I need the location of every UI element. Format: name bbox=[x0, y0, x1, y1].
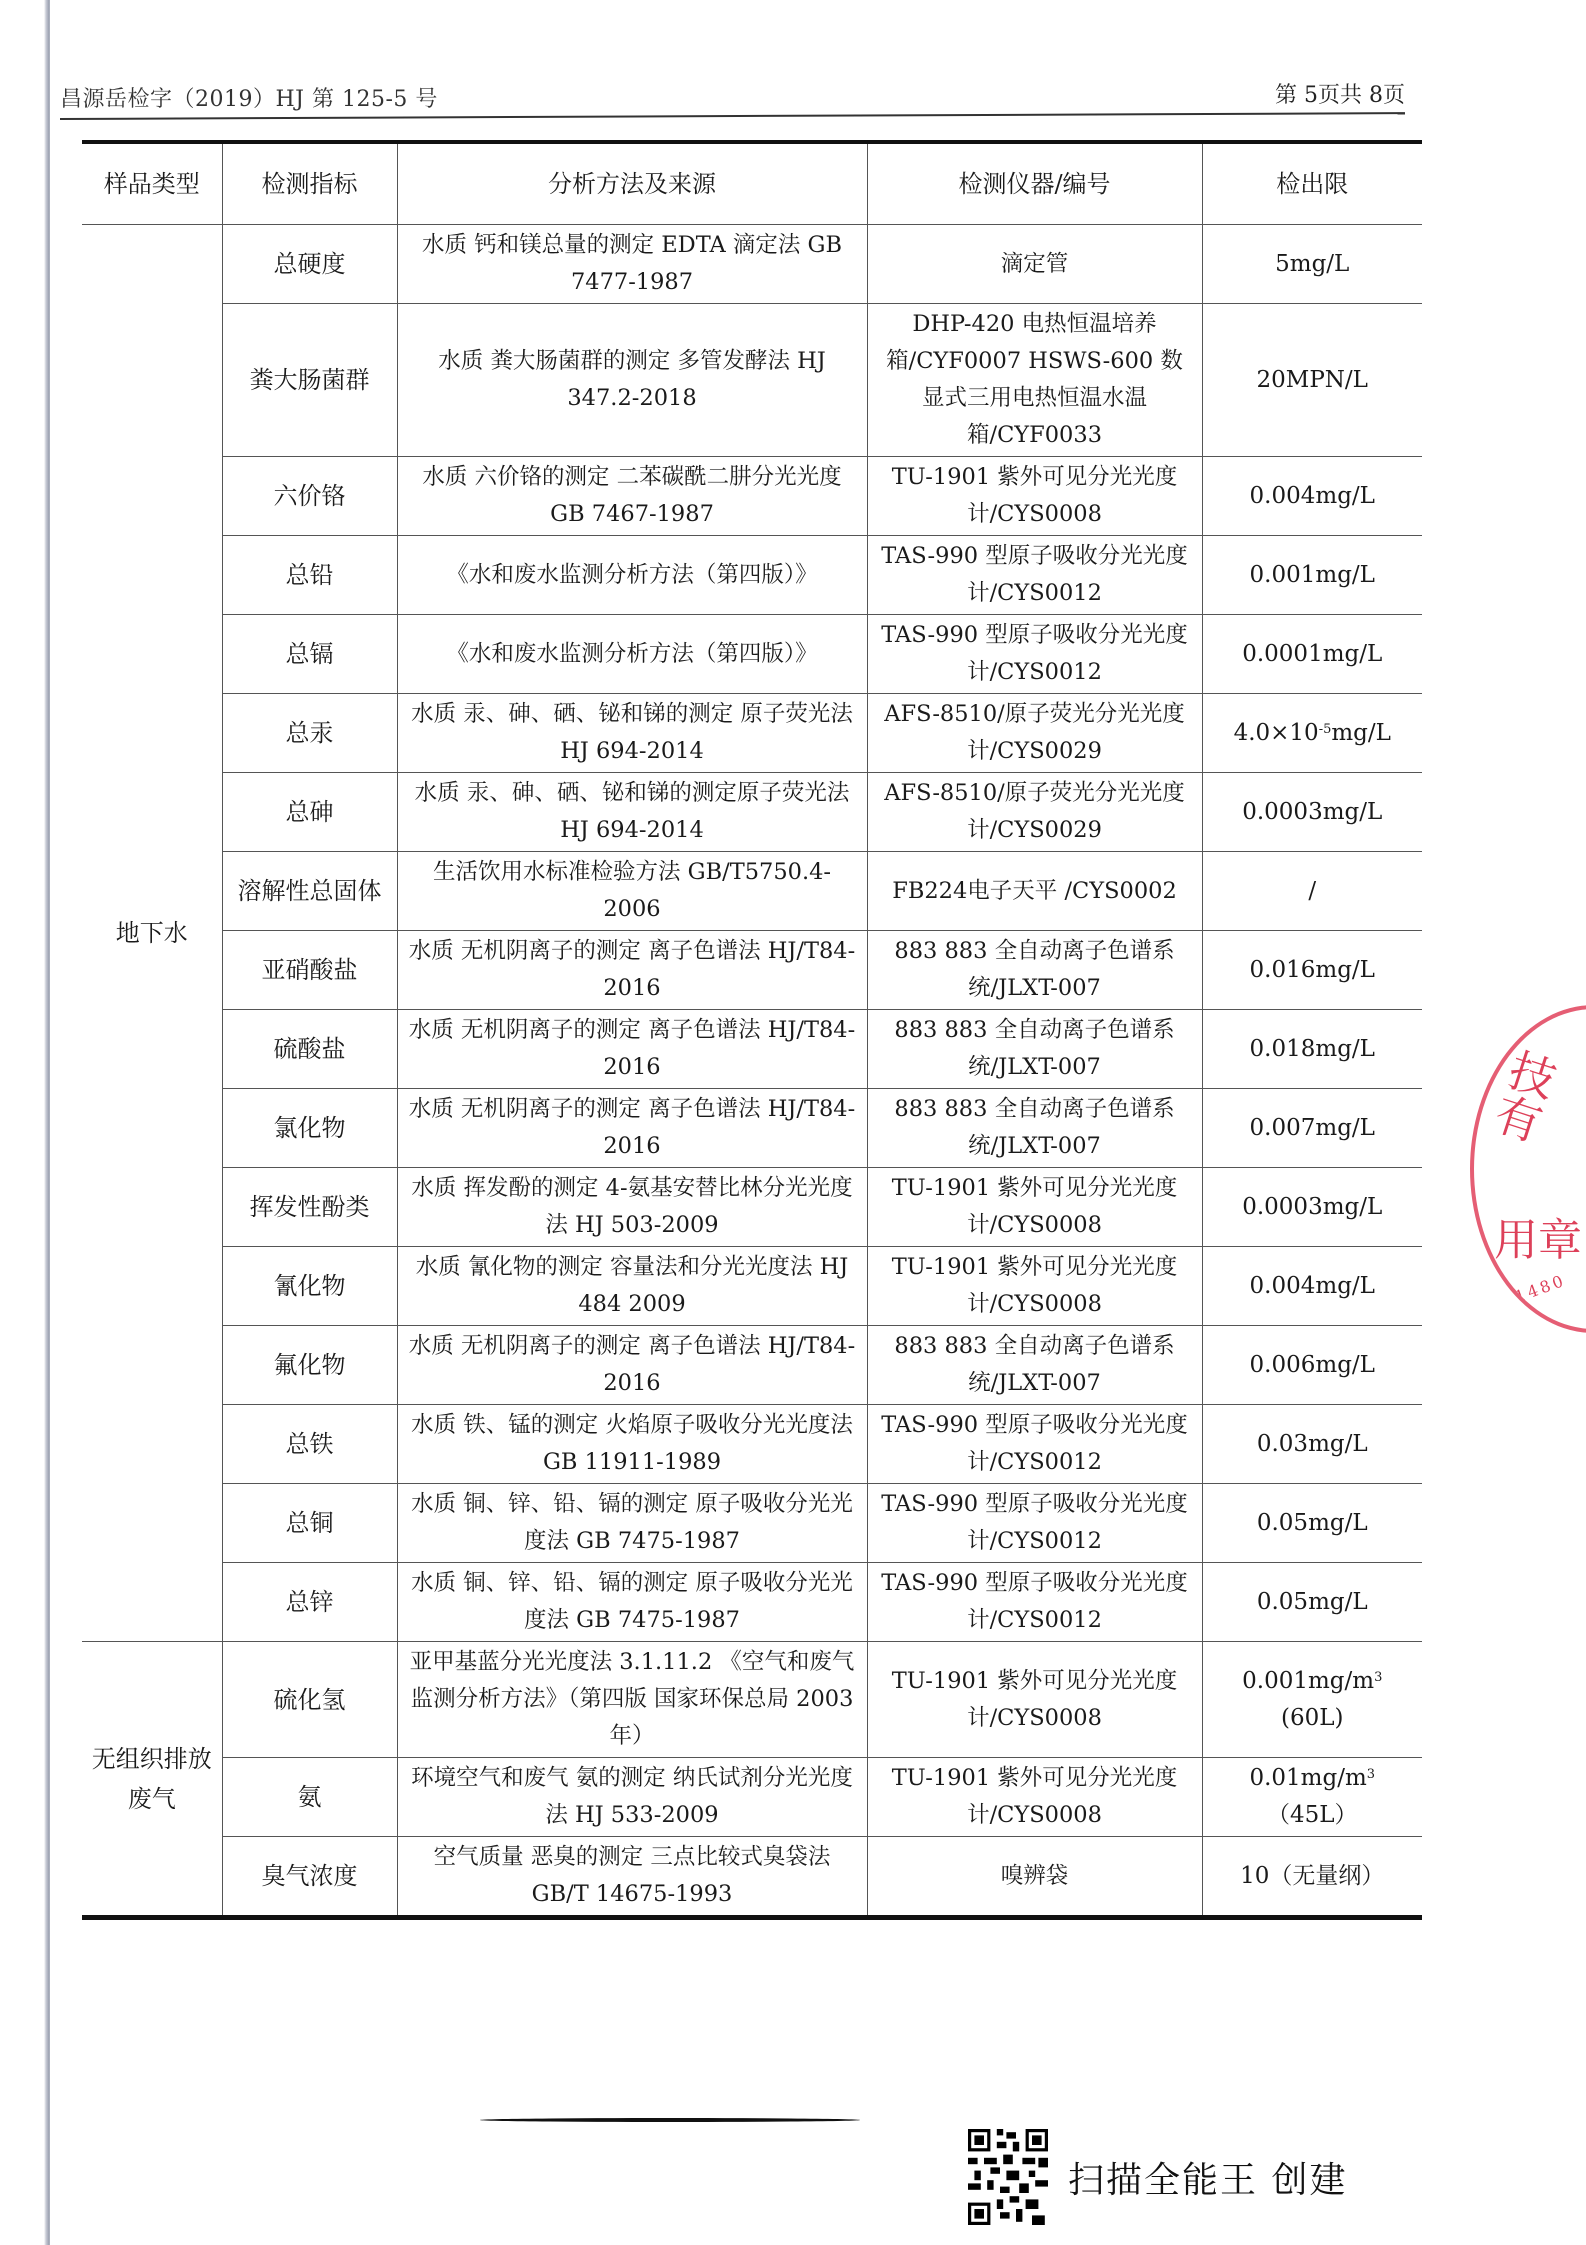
limit-value: 5mg/L bbox=[1275, 250, 1350, 277]
table-row bbox=[82, 1484, 1422, 1563]
method-cell: 水质 氰化物的测定 容量法和分光光度法 HJ 484 2009 bbox=[397, 1247, 867, 1326]
detection-limit-cell bbox=[1202, 1563, 1422, 1642]
detection-limit-cell bbox=[1202, 457, 1422, 536]
detection-limit-cell bbox=[1202, 931, 1422, 1010]
limit-superscript: 3 bbox=[1374, 1669, 1383, 1685]
limit-value: 10（无量纲） bbox=[1240, 1862, 1385, 1889]
test-item-cell: 总汞 bbox=[222, 694, 397, 773]
limit-value: / bbox=[1308, 877, 1317, 904]
instrument-cell: 嗅辨袋 bbox=[867, 1837, 1202, 1918]
limit-value: 0.018mg/L bbox=[1249, 1035, 1375, 1062]
limit-value: 0.03mg/L bbox=[1256, 1430, 1368, 1457]
table-row bbox=[82, 694, 1422, 773]
test-item-cell: 总锌 bbox=[222, 1563, 397, 1642]
instrument-cell: TU-1901 紫外可见分光光度计/CYS0008 bbox=[867, 1247, 1202, 1326]
test-item-cell: 粪大肠菌群 bbox=[222, 304, 397, 457]
limit-superscript: 3 bbox=[1366, 1767, 1376, 1782]
test-item-cell: 六价铬 bbox=[222, 457, 397, 536]
scan-edge-shadow bbox=[0, 0, 50, 2245]
test-item-cell: 总铜 bbox=[222, 1484, 397, 1563]
table-row bbox=[82, 1758, 1422, 1837]
method-cell: 水质 六价铬的测定 二苯碳酰二肼分光光度 GB 7467-1987 bbox=[397, 457, 867, 536]
stamp-text-top: 技有 bbox=[1483, 1042, 1563, 1148]
table-row bbox=[82, 1247, 1422, 1326]
document-number: 昌源岳检字（2019）HJ 第 125-5 号 bbox=[60, 87, 438, 112]
limit-unit: mg/L bbox=[1331, 719, 1391, 746]
detection-limit-cell bbox=[1202, 615, 1422, 694]
table-row bbox=[82, 1168, 1422, 1247]
instrument-cell: TAS-990 型原子吸收分光光度计/CYS0012 bbox=[867, 536, 1202, 615]
detection-limit-cell bbox=[1202, 1758, 1422, 1837]
col-header-limit: 检出限 bbox=[1202, 142, 1422, 225]
method-cell: 水质 铜、锌、铅、镉的测定 原子吸收分光光度法 GB 7475-1987 bbox=[397, 1563, 867, 1642]
test-item-cell: 臭气浓度 bbox=[222, 1837, 397, 1918]
page-number: 第 5页共 8页 bbox=[1275, 83, 1405, 108]
instrument-cell: 883 883 全自动离子色谱系统/JLXT-007 bbox=[867, 1010, 1202, 1089]
method-cell: 水质 挥发酚的测定 4-氨基安替比林分光光度法 HJ 503-2009 bbox=[397, 1168, 867, 1247]
limit-value: 0.01mg/m bbox=[1249, 1765, 1367, 1791]
instrument-cell: TU-1901 紫外可见分光光度计/CYS0008 bbox=[867, 1168, 1202, 1247]
detection-limit-cell bbox=[1202, 225, 1422, 304]
test-item-cell: 硫化氢 bbox=[222, 1642, 397, 1758]
limit-note: (60L) bbox=[1281, 1704, 1344, 1731]
test-item-cell: 氰化物 bbox=[222, 1247, 397, 1326]
stamp-number: 1480 bbox=[1512, 1270, 1569, 1307]
detection-limit-cell bbox=[1202, 1089, 1422, 1168]
table-row bbox=[82, 225, 1422, 304]
instrument-cell: 滴定管 bbox=[867, 225, 1202, 304]
detection-limit-cell bbox=[1202, 852, 1422, 931]
instrument-cell: TU-1901 紫外可见分光光度计/CYS0008 bbox=[867, 1758, 1202, 1837]
test-item-cell: 挥发性酚类 bbox=[222, 1168, 397, 1247]
col-header-item: 检测指标 bbox=[222, 142, 397, 225]
page-header bbox=[60, 72, 1405, 120]
limit-value: 0.0001mg/L bbox=[1242, 640, 1383, 667]
instrument-cell: TU-1901 紫外可见分光光度计/CYS0008 bbox=[867, 457, 1202, 536]
limit-value: 0.016mg/L bbox=[1249, 956, 1375, 983]
test-item-cell: 氯化物 bbox=[222, 1089, 397, 1168]
limit-value: 20MPN/L bbox=[1256, 366, 1368, 393]
detection-limit-cell bbox=[1202, 694, 1422, 773]
limit-value: 0.0003mg/L bbox=[1242, 1193, 1383, 1220]
instrument-cell: 883 883 全自动离子色谱系统/JLXT-007 bbox=[867, 931, 1202, 1010]
col-header-sample-type: 样品类型 bbox=[82, 142, 222, 225]
instrument-cell: TAS-990 型原子吸收分光光度计/CYS0012 bbox=[867, 1563, 1202, 1642]
limit-value: 0.0003mg/L bbox=[1242, 798, 1383, 825]
method-cell: 环境空气和废气 氨的测定 纳氏试剂分光光度法 HJ 533-2009 bbox=[397, 1758, 867, 1837]
table-row bbox=[82, 1405, 1422, 1484]
instrument-cell: 883 883 全自动离子色谱系统/JLXT-007 bbox=[867, 1089, 1202, 1168]
method-cell: 水质 汞、砷、硒、铋和锑的测定 原子荧光法 HJ 694-2014 bbox=[397, 694, 867, 773]
table-row bbox=[82, 1837, 1422, 1918]
instrument-cell: TAS-990 型原子吸收分光光度计/CYS0012 bbox=[867, 1484, 1202, 1563]
test-item-cell: 总镉 bbox=[222, 615, 397, 694]
test-item-cell: 总砷 bbox=[222, 773, 397, 852]
instrument-cell: TAS-990 型原子吸收分光光度计/CYS0012 bbox=[867, 615, 1202, 694]
test-item-cell: 总硬度 bbox=[222, 225, 397, 304]
table-row bbox=[82, 304, 1422, 457]
method-cell: 水质 无机阴离子的测定 离子色谱法 HJ/T84-2016 bbox=[397, 1089, 867, 1168]
method-cell: 水质 无机阴离子的测定 离子色谱法 HJ/T84-2016 bbox=[397, 931, 867, 1010]
table-row bbox=[82, 1563, 1422, 1642]
table-header-row bbox=[82, 142, 1422, 225]
detection-limit-cell bbox=[1202, 536, 1422, 615]
method-cell: 水质 粪大肠菌群的测定 多管发酵法 HJ 347.2-2018 bbox=[397, 304, 867, 457]
col-header-instrument: 检测仪器/编号 bbox=[867, 142, 1202, 225]
limit-note: （45L） bbox=[1266, 1802, 1358, 1828]
table-row bbox=[82, 1010, 1422, 1089]
sample-type-cell: 无组织排放废气 bbox=[82, 1642, 222, 1918]
bottom-decorative-rule bbox=[480, 2118, 860, 2122]
test-item-cell: 氨 bbox=[222, 1758, 397, 1837]
col-header-method: 分析方法及来源 bbox=[397, 142, 867, 225]
method-cell: 《水和废水监测分析方法（第四版）》 bbox=[397, 536, 867, 615]
table-row bbox=[82, 615, 1422, 694]
instrument-cell: TAS-990 型原子吸收分光光度计/CYS0012 bbox=[867, 1405, 1202, 1484]
detection-limit-cell bbox=[1202, 773, 1422, 852]
limit-value: 0.004mg/L bbox=[1249, 1272, 1375, 1299]
table-row bbox=[82, 1642, 1422, 1758]
test-item-cell: 氟化物 bbox=[222, 1326, 397, 1405]
table-row bbox=[82, 852, 1422, 931]
test-item-cell: 硫酸盐 bbox=[222, 1010, 397, 1089]
scanner-watermark bbox=[968, 2127, 1347, 2227]
method-cell: 水质 无机阴离子的测定 离子色谱法 HJ/T84-2016 bbox=[397, 1326, 867, 1405]
test-item-cell: 溶解性总固体 bbox=[222, 852, 397, 931]
method-cell: 生活饮用水标准检验方法 GB/T5750.4-2006 bbox=[397, 852, 867, 931]
method-cell: 水质 铁、锰的测定 火焰原子吸收分光光度法 GB 11911-1989 bbox=[397, 1405, 867, 1484]
detection-methods-table bbox=[82, 140, 1422, 1920]
detection-limit-cell bbox=[1202, 1247, 1422, 1326]
instrument-cell: AFS-8510/原子荧光分光光度计/CYS0029 bbox=[867, 773, 1202, 852]
limit-value: 0.001mg/m bbox=[1242, 1667, 1375, 1694]
detection-limit-cell bbox=[1202, 304, 1422, 457]
limit-value: 0.05mg/L bbox=[1256, 1509, 1368, 1536]
table-row bbox=[82, 536, 1422, 615]
header-rule bbox=[60, 112, 1405, 120]
limit-value: 0.004mg/L bbox=[1249, 482, 1375, 509]
method-cell: 空气质量 恶臭的测定 三点比较式臭袋法 GB/T 14675-1993 bbox=[397, 1837, 867, 1918]
table-row bbox=[82, 931, 1422, 1010]
limit-exponent: -5 bbox=[1318, 721, 1332, 737]
method-cell: 亚甲基蓝分光光度法 3.1.11.2 《空气和废气监测分析方法》（第四版 国家环保总局 2003 年） bbox=[397, 1642, 867, 1758]
sample-type-cell: 地下水 bbox=[82, 225, 222, 1642]
table-row bbox=[82, 1326, 1422, 1405]
detection-limit-cell bbox=[1202, 1405, 1422, 1484]
test-item-cell: 总铅 bbox=[222, 536, 397, 615]
test-item-cell: 总铁 bbox=[222, 1405, 397, 1484]
limit-base: 4.0×10 bbox=[1233, 719, 1319, 746]
method-cell: 水质 铜、锌、铅、镉的测定 原子吸收分光光度法 GB 7475-1987 bbox=[397, 1484, 867, 1563]
instrument-cell: 883 883 全自动离子色谱系统/JLXT-007 bbox=[867, 1326, 1202, 1405]
detection-limit-cell bbox=[1202, 1168, 1422, 1247]
detection-limit-cell bbox=[1202, 1484, 1422, 1563]
method-cell: 水质 汞、砷、硒、铋和锑的测定原子荧光法 HJ 694-2014 bbox=[397, 773, 867, 852]
limit-value: 0.001mg/L bbox=[1249, 561, 1375, 588]
detection-limit-cell bbox=[1202, 1326, 1422, 1405]
instrument-cell: DHP-420 电热恒温培养箱/CYF0007 HSWS-600 数显式三用电热恒温水温箱/CYF0033 bbox=[867, 304, 1202, 457]
detection-limit-cell bbox=[1202, 1837, 1422, 1918]
table-row bbox=[82, 457, 1422, 536]
detection-limit-cell bbox=[1202, 1010, 1422, 1089]
method-cell: 《水和废水监测分析方法（第四版）》 bbox=[397, 615, 867, 694]
table-row bbox=[82, 773, 1422, 852]
instrument-cell: AFS-8510/原子荧光分光光度计/CYS0029 bbox=[867, 694, 1202, 773]
qr-code-icon bbox=[968, 2127, 1048, 2227]
table-row bbox=[82, 1089, 1422, 1168]
watermark-text: 扫描全能王 创建 bbox=[1068, 2159, 1348, 2201]
limit-value: 0.006mg/L bbox=[1249, 1351, 1375, 1378]
instrument-cell: FB224电子天平 /CYS0002 bbox=[867, 852, 1202, 931]
limit-value: 0.05mg/L bbox=[1256, 1588, 1368, 1615]
red-seal-stamp bbox=[1470, 990, 1586, 1340]
method-cell: 水质 无机阴离子的测定 离子色谱法 HJ/T84-2016 bbox=[397, 1010, 867, 1089]
instrument-cell: TU-1901 紫外可见分光光度计/CYS0008 bbox=[867, 1642, 1202, 1758]
method-cell: 水质 钙和镁总量的测定 EDTA 滴定法 GB 7477-1987 bbox=[397, 225, 867, 304]
detection-limit-cell bbox=[1202, 1642, 1422, 1758]
limit-value: 0.007mg/L bbox=[1249, 1114, 1375, 1141]
test-item-cell: 亚硝酸盐 bbox=[222, 931, 397, 1010]
stamp-text-mid: 用章 bbox=[1494, 1215, 1582, 1266]
